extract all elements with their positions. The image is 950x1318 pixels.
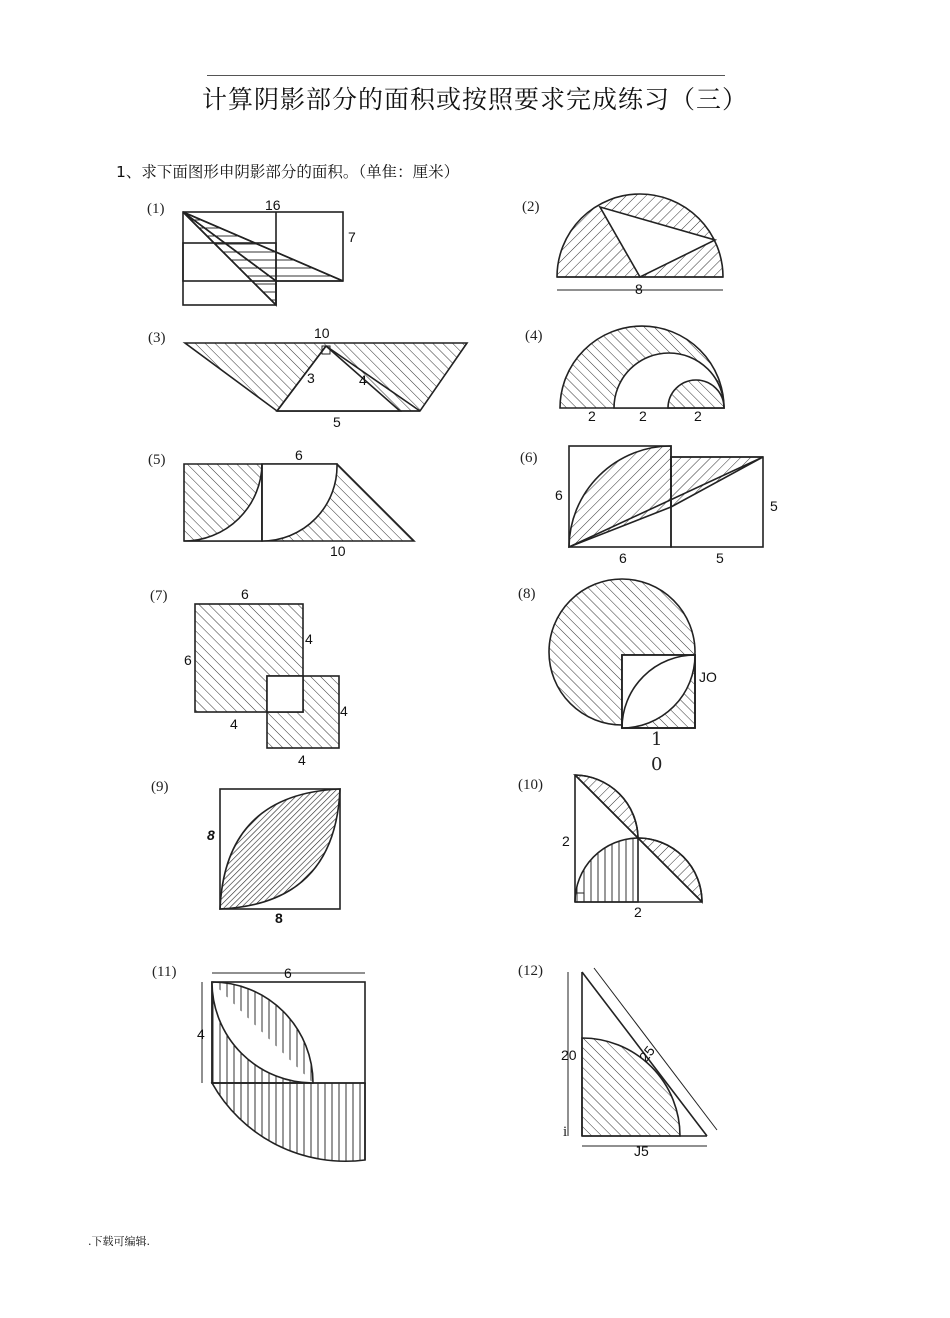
f11-dim-top: 6 bbox=[284, 965, 292, 981]
figure-2 bbox=[557, 194, 723, 290]
figure-12-label: (12) bbox=[518, 963, 543, 979]
figure-8-label: (8) bbox=[518, 586, 536, 602]
f3-dim-top: 10 bbox=[314, 325, 330, 341]
figure-10-label: (10) bbox=[518, 777, 543, 793]
figure-7-label: (7) bbox=[150, 588, 168, 604]
f7-dim-bottom-a: 4 bbox=[230, 716, 238, 732]
f3-dim-left: 3 bbox=[307, 370, 315, 386]
f4-dim-a: 2 bbox=[588, 408, 596, 424]
f7-dim-right-a: 4 bbox=[305, 631, 313, 647]
figure-5-label: (5) bbox=[148, 452, 166, 468]
f12-dim-bottom: J5 bbox=[634, 1143, 649, 1159]
f3-dim-right: 4 bbox=[359, 372, 367, 388]
figure-6 bbox=[569, 446, 763, 547]
f6-dim-bottom-b: 5 bbox=[716, 550, 724, 566]
f12-dim-mark: i bbox=[563, 1124, 568, 1140]
f9-dim-left: 8 bbox=[207, 827, 215, 843]
f5-dim-top: 6 bbox=[295, 447, 303, 463]
f7-dim-top: 6 bbox=[241, 586, 249, 602]
figure-1 bbox=[183, 212, 343, 305]
f5-dim-bottom: 10 bbox=[330, 543, 346, 559]
figure-6-label: (6) bbox=[520, 450, 538, 466]
f8-dim-bottom-2: 0 bbox=[651, 754, 663, 775]
f10-dim-bottom: 2 bbox=[634, 904, 642, 920]
f10-dim-left: 2 bbox=[562, 833, 570, 849]
f1-dim-top: 16 bbox=[265, 197, 281, 213]
f7-dim-bottom-b: 4 bbox=[298, 752, 306, 768]
f8-dim-right: JO bbox=[699, 669, 717, 685]
f6-dim-right: 5 bbox=[770, 498, 778, 514]
f6-dim-bottom-a: 6 bbox=[619, 550, 627, 566]
figure-9 bbox=[220, 789, 340, 909]
figure-3 bbox=[185, 343, 467, 411]
figure-7 bbox=[195, 604, 339, 748]
f12-dim-left: 20 bbox=[561, 1047, 577, 1063]
figure-8 bbox=[549, 579, 695, 728]
f4-dim-c: 2 bbox=[694, 408, 702, 424]
footer-text: .下载可编辑. bbox=[88, 1235, 150, 1248]
f4-dim-b: 2 bbox=[639, 408, 647, 424]
figure-4 bbox=[560, 326, 724, 408]
page-title: 计算阴影部分的面积或按照要求完成练习（三） bbox=[201, 85, 748, 114]
question-text: 1、求下面图形申阴影部分的面积。（单隹：厘米） bbox=[116, 163, 460, 181]
f8-dim-bottom-1: 1 bbox=[651, 729, 663, 750]
figure-11 bbox=[202, 973, 365, 1161]
f1-dim-right: 7 bbox=[348, 229, 356, 245]
f2-dim-base: 8 bbox=[635, 281, 643, 297]
figure-5 bbox=[184, 464, 414, 541]
figure-11-label: (11) bbox=[152, 964, 177, 980]
figure-4-label: (4) bbox=[525, 328, 543, 344]
f9-dim-bottom: 8 bbox=[275, 910, 283, 926]
f3-dim-bottom: 5 bbox=[333, 414, 341, 430]
f7-dim-left: 6 bbox=[184, 652, 192, 668]
figure-1-label: (1) bbox=[147, 201, 165, 217]
f7-dim-right-b: 4 bbox=[340, 703, 348, 719]
figure-10 bbox=[575, 775, 702, 902]
figure-9-label: (9) bbox=[151, 779, 169, 795]
figure-2-label: (2) bbox=[522, 199, 540, 215]
figure-3-label: (3) bbox=[148, 330, 166, 346]
f11-dim-left: 4 bbox=[197, 1026, 205, 1042]
f12-dim-hyp: 25 bbox=[635, 1042, 658, 1065]
f6-dim-left: 6 bbox=[555, 487, 563, 503]
